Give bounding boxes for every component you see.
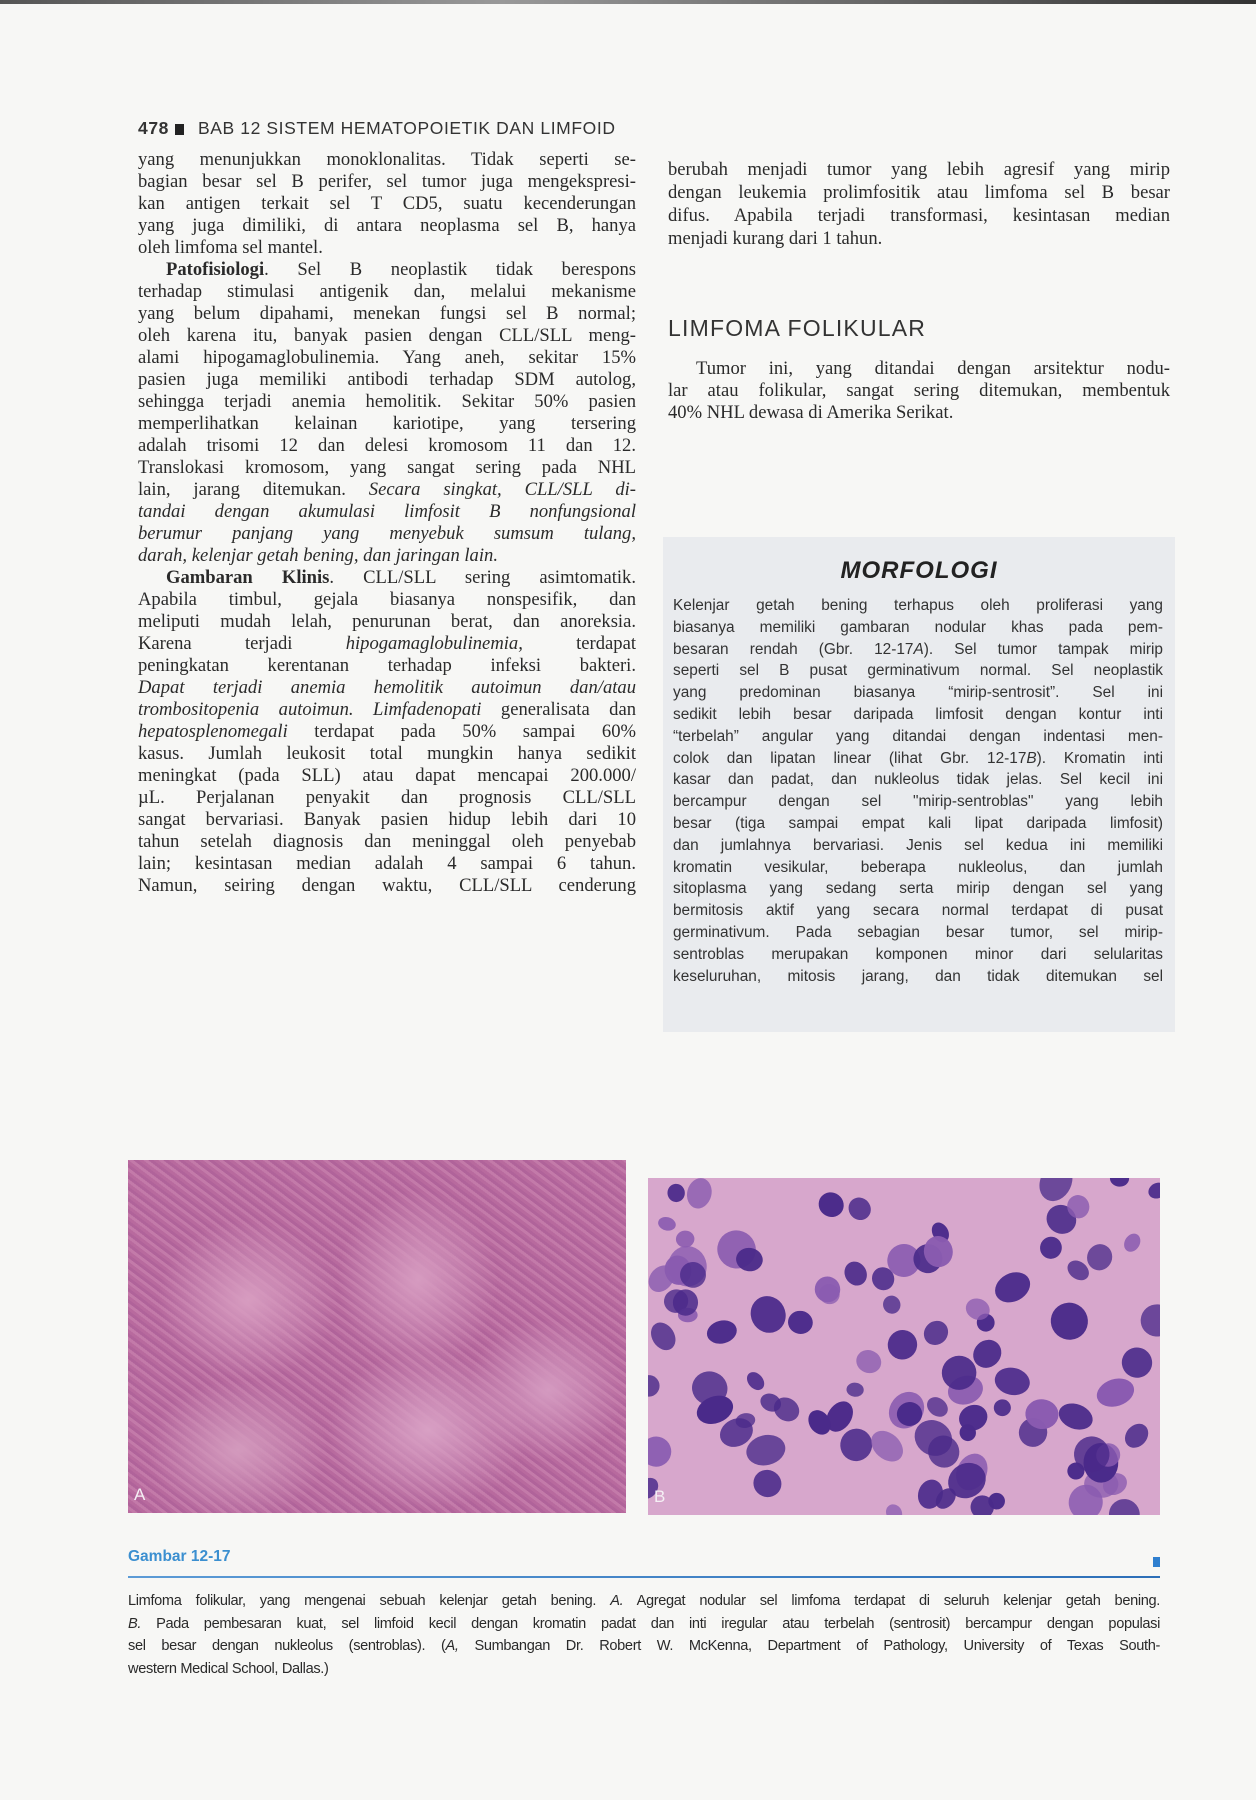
italic-run: trombositopenia autoimun. Limfadenopati (138, 699, 482, 720)
text-line: yang menunjukkan monoklonalitas. Tidak seperti se- (138, 149, 636, 170)
figure-image-a (128, 1160, 626, 1513)
cell-nucleus (923, 1393, 952, 1421)
text-run: . CLL/SLL sering asimtomatik. (329, 567, 636, 588)
cell-nucleus (675, 1230, 695, 1248)
cell-nucleus (786, 1309, 815, 1336)
cell-nucleus (881, 1293, 903, 1316)
text-line: lar atau folikular, sangat sering ditemukan, membentuk (668, 380, 1170, 401)
text-run: Agregat nodular sel limfoma terdapat di seluruh kelenjar getah bening. (623, 1593, 1160, 1609)
text-line: yang juga dimiliki, di antara neoplasma sel B, hanya (138, 215, 636, 236)
cell-nucleus (1136, 1300, 1160, 1341)
text-line: germinativum. Pada sebagian besar tumor, sel mirip- (673, 923, 1163, 941)
text-line: “terbelah” angular yang ditandai dengan indentasi men- (673, 727, 1163, 745)
figure-label-a: A (134, 1485, 146, 1504)
text-line: oleh limfoma sel mantel. (138, 237, 323, 258)
italic-run: berumur panjang yang menyebuk sumsum tulang, (138, 523, 636, 544)
cell-nucleus (882, 1325, 922, 1365)
morfologi-title: MORFOLOGI (840, 557, 998, 584)
cell-nucleus (1055, 1399, 1096, 1434)
text-line: meningkat (pada SLL) atau dapat mencapai 200.000/ (138, 765, 636, 786)
page-number: 478 (138, 118, 169, 138)
text-line (138, 523, 636, 545)
text-run: lain, jarang ditemukan. (138, 479, 369, 500)
cell-nucleus (743, 1369, 767, 1394)
cell-nucleus (1083, 1240, 1116, 1274)
text-run: Karena terjadi (138, 633, 346, 654)
text-line: yang predominan biasanya “mirip-sentrosit”. Sel ini (673, 684, 1163, 702)
text-line: oleh karena itu, banyak pasien dengan CLL/SLL meng- (138, 325, 636, 346)
cell-nucleus (853, 1346, 885, 1377)
caption-marker-icon (1153, 1557, 1160, 1567)
cell-nucleus (1103, 1494, 1145, 1515)
text-line (138, 545, 636, 567)
italic-run: B. (128, 1615, 142, 1632)
text-line: seperti sel B pusat germinativum normal. Sel neoplastik (673, 662, 1163, 680)
text-line: meliputi mudah lelah, penurunan berat, dan anoreksia. (138, 611, 636, 632)
text-line: 40% NHL dewasa di Amerika Serikat. (668, 402, 954, 423)
cell-nucleus (1109, 1178, 1129, 1187)
text-line: western Medical School, Dallas.) (128, 1660, 329, 1677)
text-line: Tumor ini, yang ditandai dengan arsitektur nodu- (696, 358, 1170, 379)
italic-run: A (913, 640, 924, 658)
text-run: sel besar dengan nukleolus (sentroblas). ( (128, 1638, 446, 1654)
text-line: besar (tiga sampai empat kali lipat daripada limfosit) (673, 814, 1163, 832)
text-line: sitoplasma yang sedang serta mirip dengan sel yang (673, 880, 1163, 898)
italic-run: hepatosplenomegali (138, 721, 288, 742)
text-line (138, 633, 636, 655)
italic-run: B (1026, 749, 1037, 767)
cell-nucleus (844, 1193, 875, 1225)
text-line: dan jumlahnya bervariasi. Jenis sel kedua ini memiliki (673, 836, 1163, 854)
cell-nucleus (1146, 1180, 1160, 1202)
text-run: ). Sel tumor tampak mirip (923, 640, 1163, 658)
text-run: ). Kromatin inti (1036, 749, 1163, 767)
text-line (138, 699, 636, 721)
right-column-top (668, 158, 1170, 250)
cell-nucleus (648, 1318, 680, 1355)
text-line: dengan leukemia prolimfositik atau limfoma sel B besar (668, 182, 1170, 203)
scan-edge (0, 0, 1256, 4)
italic-run: A, (445, 1638, 459, 1654)
cell-nucleus (1116, 1341, 1158, 1383)
text-run: terdapat pada 50% sampai 60% (287, 721, 636, 742)
text-line: bercampur dengan sel "mirip-sentroblas" yang lebih (673, 793, 1163, 811)
cell-nucleus (919, 1316, 953, 1350)
cell-field (648, 1178, 1160, 1515)
cell-nucleus (1120, 1419, 1153, 1452)
text-line (138, 677, 636, 699)
text-line: sehingga terjadi anemia hemolitik. Sekitar 50% pasien (138, 391, 636, 412)
text-line (138, 501, 636, 523)
text-line: keseluruhan, mitosis jarang, dan tidak ditemukan sel (673, 967, 1163, 985)
chapter-title: BAB 12 SISTEM HEMATOPOIETIK DAN LIMFOID (198, 118, 616, 138)
cell-nucleus (992, 1364, 1032, 1398)
text-line: adalah trisomi 12 dan delesi kromosom 11 dan 12. (138, 435, 636, 456)
cell-nucleus (883, 1501, 906, 1515)
cell-nucleus (846, 1382, 864, 1398)
text-line: Namun, seiring dengan waktu, CLL/SLL cenderung (138, 875, 636, 896)
text-line: kasus. Jumlah leukosit total mungkin hanya sedikit (138, 743, 636, 764)
morfologi-box (663, 537, 1175, 1032)
text-line: difus. Apabila terjadi transformasi, kesintasan median (668, 205, 1170, 226)
section-body (668, 357, 1170, 423)
cell-nucleus (749, 1465, 786, 1501)
cell-nucleus (840, 1257, 871, 1289)
italic-run: A. (610, 1593, 624, 1609)
cell-nucleus (1043, 1295, 1095, 1347)
text-line: Apabila timbul, gejala biasanya nonspesifik, dan (138, 589, 636, 610)
cell-nucleus (648, 1432, 676, 1472)
text-line: Translokasi kromosom, yang sangat sering pada NHL (138, 457, 636, 478)
cell-nucleus (814, 1187, 849, 1222)
cell-nucleus (836, 1424, 877, 1465)
running-head (138, 118, 616, 139)
caption-rule (128, 1576, 1160, 1578)
cell-nucleus (657, 1215, 678, 1233)
text-line: tahun setelah diagnosis dan meninggal oleh penyebab (138, 831, 636, 852)
text-line: terhadap stimulasi antigenik dan, melalui mekanisme (138, 281, 636, 302)
cell-nucleus (648, 1375, 660, 1397)
bold-run: Gambaran Klinis (166, 567, 330, 588)
text-line: lain; kesintasan median adalah 4 sampai 6 tahun. (138, 853, 636, 874)
text-run: . Sel B neoplastik tidak berespons (264, 259, 636, 280)
text-line (673, 639, 1163, 661)
cell-nucleus (1093, 1374, 1138, 1411)
left-column (138, 149, 636, 897)
text-run: besaran rendah (Gbr. 12-17 (673, 640, 914, 658)
text-line: menjadi kurang dari 1 tahun. (668, 228, 883, 249)
caption-heading: Gambar 12-17 (128, 1548, 231, 1565)
section-heading: LIMFOMA FOLIKULAR (668, 315, 927, 341)
caption-text (128, 1590, 1160, 1680)
cell-nucleus (744, 1290, 792, 1339)
text-line: µL. Perjalanan penyakit dan prognosis CLL/SLL (138, 787, 636, 808)
text-line: bagian besar sel B perifer, sel tumor juga mengekspresi- (138, 171, 636, 192)
figure-label-b: B (654, 1487, 666, 1506)
square-bullet-icon (175, 124, 184, 135)
text-run: Limfoma folikular, yang mengenai sebuah kelenjar getah bening. (128, 1593, 611, 1609)
text-line (128, 1590, 1160, 1613)
cell-nucleus (704, 1317, 739, 1346)
bold-run: Patofisiologi (166, 259, 265, 280)
cell-nucleus (1121, 1231, 1144, 1255)
text-run: generalisata dan (481, 699, 636, 720)
cell-nucleus (684, 1178, 715, 1211)
text-line (138, 567, 636, 589)
text-line: kromatin vesikular, beberapa nukleolus, dan jumlah (673, 858, 1163, 876)
text-line (128, 1613, 1160, 1636)
italic-run: hipogamaglobulinemia, (345, 633, 523, 654)
text-line: pasien juga memiliki antibodi terhadap SDM autolog, (138, 369, 636, 390)
text-run: colok dan lipatan linear (lihat Gbr. 12-17 (673, 749, 1027, 767)
text-line: sedikit lebih besar daripada limfosit dengan kontur inti (673, 705, 1163, 723)
italic-run: darah, kelenjar getah bening, dan jaringan lain. (138, 545, 498, 566)
italic-run: Secara singkat, CLL/SLL di- (368, 479, 636, 500)
figure-image-b (648, 1178, 1160, 1515)
cell-nucleus (667, 1183, 686, 1203)
text-line (138, 721, 636, 743)
text-line: kasar dan padat, dan nukleolus tidak jelas. Sel kecil ini (673, 771, 1163, 789)
text-line (138, 259, 636, 281)
cell-nucleus (990, 1266, 1036, 1308)
text-run: Sumbangan Dr. Robert W. McKenna, Department of Pathology, University of Texas South- (458, 1638, 1160, 1654)
morfologi-text (673, 595, 1163, 987)
text-line (128, 1635, 1160, 1658)
text-line: bermitosis aktif yang secara normal terdapat di pusat (673, 902, 1163, 920)
text-line: memperlihatkan kelainan kariotipe, yang tersering (138, 413, 636, 434)
italic-run: tandai dengan akumulasi limfosit B nonfungsional (138, 501, 636, 522)
text-line (138, 479, 636, 501)
text-line: kan antigen terkait sel T CD5, suatu kecenderungan (138, 193, 636, 214)
text-run: Pada pembesaran kuat, sel limfoid kecil dengan kromatin padat dan inti iregular atau terbelah (sentrosit) bercampur dengan populasi (141, 1615, 1160, 1632)
text-line: yang belum dipahami, menekan fungsi sel B normal; (138, 303, 636, 324)
text-line: berubah menjadi tumor yang lebih agresif yang mirip (668, 159, 1170, 180)
text-line: peningkatan kerentanan terhadap infeksi bakteri. (138, 655, 636, 676)
cell-nucleus (993, 1399, 1011, 1417)
text-line (673, 748, 1163, 770)
text-line: Kelenjar getah bening terhapus oleh proliferasi yang (673, 597, 1163, 614)
text-line: biasanya memiliki gambaran nodular khas pada pem- (673, 618, 1163, 636)
italic-run: Dapat terjadi anemia hemolitik autoimun dan/atau (138, 677, 636, 698)
text-line: sangat bervariasi. Banyak pasien hidup lebih dari 10 (138, 809, 636, 830)
text-line: sentroblas merupakan komponen minor dari selularitas (673, 945, 1163, 963)
text-run: terdapat (522, 633, 636, 654)
cell-nucleus (1037, 1234, 1065, 1262)
text-line: alami hipogamaglobulinemia. Yang aneh, sekitar 15% (138, 347, 636, 368)
